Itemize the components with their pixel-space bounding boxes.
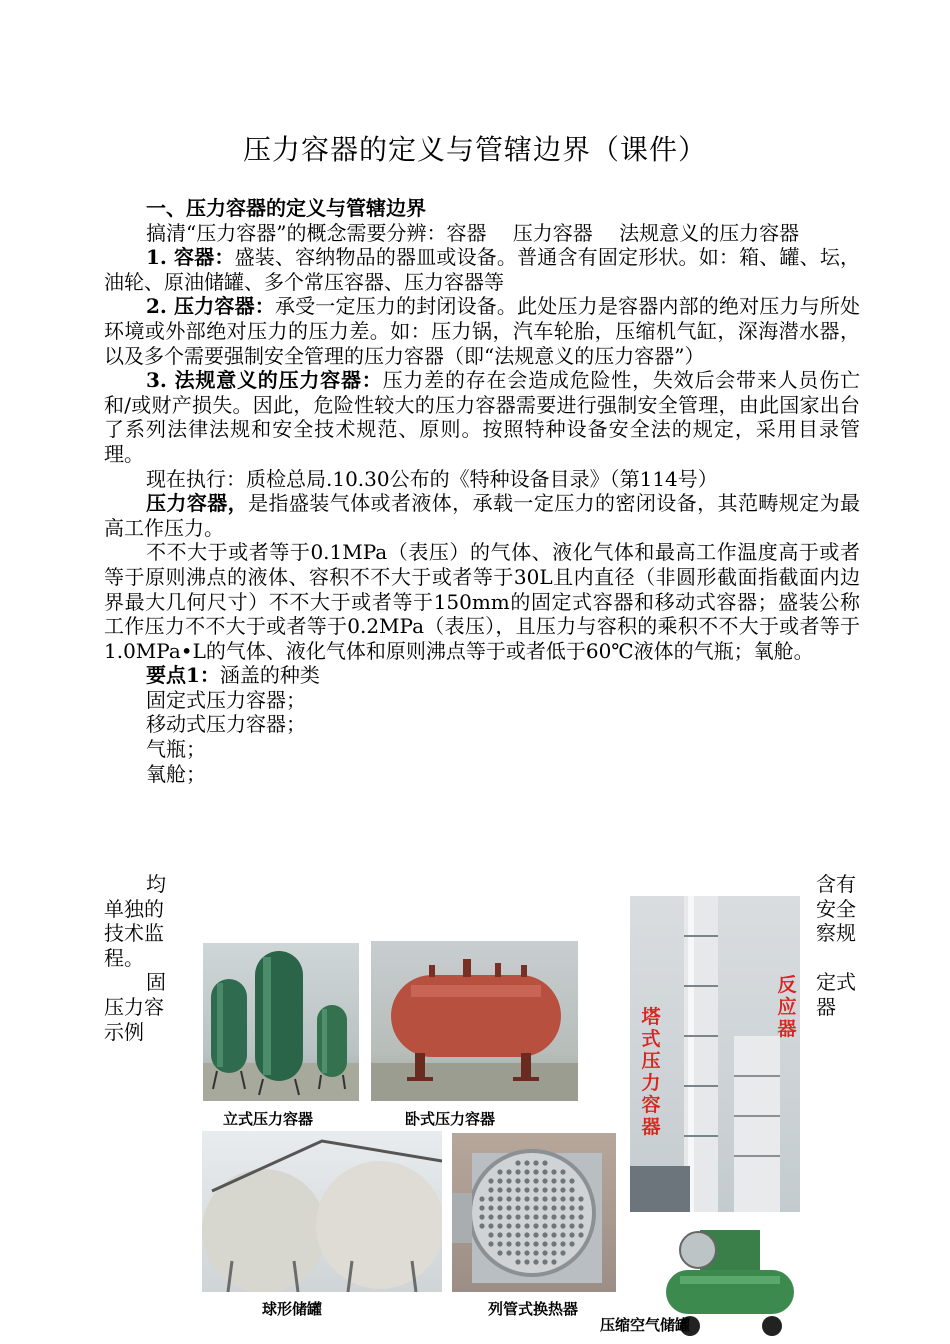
key-point-label: 要点1： <box>146 663 220 688</box>
tower-vessel-photo <box>630 896 800 1212</box>
caption-vertical: 立式压力容器 <box>223 1110 314 1128</box>
key-point <box>104 663 860 688</box>
caption-sphere: 球形储罐 <box>262 1300 323 1318</box>
fragment-line: 定式 <box>816 970 856 995</box>
fragment-line: 安全 <box>816 896 856 921</box>
legal-vessel-label: 3. 法规意义的压力容器： <box>146 368 383 393</box>
document-body <box>104 196 860 786</box>
current-regulation: 现在执行：质检总局.10.30公布的《特种设备目录》（第114号） <box>146 466 718 491</box>
intro-paragraph: 搞清“压力容器”的概念需要分辨：容器 压力容器 法规意义的压力容器 <box>146 220 800 245</box>
paragraph-legal-vessel <box>104 368 860 466</box>
fragment-line: 单独的 <box>104 896 164 921</box>
reactor-label: 反应器 <box>777 974 797 1040</box>
paragraph-container <box>104 245 860 294</box>
pressure-vessel-label: 2. 压力容器： <box>146 294 275 319</box>
list-item: 移动式压力容器； <box>146 712 306 737</box>
paragraph-scope: 不不大于或者等于0.1MPa（表压）的气体、液化气体和最高工作温度高于或者等于原则沸点的液体、容积不不大于或者等于30L且内直径（非圆形截面指截面内边界最大几何尺寸）不不大于或者等于150mm的固定式容器和移动式容器；盛装公称工作压力不不大于或者等于0.2MPa（表压），且压力与容积的乘积不不大于或者等于1.0MPa•L的气体、液化气体和原则沸点等于或者低于60℃液体的气瓶；氧舱。 <box>104 540 860 663</box>
fragment-line: 含有 <box>816 872 856 896</box>
legal-vessel-text: 压力差的存在会造成危险性，失效后会带来人员伤亡和/或财产损失。因此，危险性较大的压力容器需要进行强制安全管理，由此国家出台了系列法律法规和安全技术规范、原则。按照特种设备安全法的规定，采用目录管理。 <box>104 368 860 466</box>
caption-compressor: 压缩空气储罐 <box>600 1316 691 1334</box>
fragment-line: 技术监 <box>104 921 164 946</box>
caption-horizontal: 卧式压力容器 <box>405 1110 496 1128</box>
fragment-line: 均 <box>146 872 166 896</box>
caption-exchanger: 列管式换热器 <box>488 1300 579 1318</box>
fragment-line <box>816 946 856 971</box>
page-title: 压力容器的定义与管辖边界（课件） <box>242 133 707 166</box>
pressure-vessel-text: 承受一定压力的封闭设备。此处压力是容器内部的绝对压力与所处环境或外部绝对压力的压力差。如：压力锅，汽车轮胎，压缩机气缸，深海潜水器，以及多个需要强制安全管理的压力容器（即“法规意义的压力容器”） <box>104 294 861 368</box>
fragment-line: 器 <box>816 994 836 1019</box>
fragment-line: 示例 <box>104 1019 144 1044</box>
definition-text: 是指盛装气体或者液体，承载一定压力的密闭设备，其范畴规定为最高工作压力。 <box>104 491 861 540</box>
heat-exchanger-photo <box>452 1133 616 1292</box>
list-item: 气瓶； <box>146 737 206 762</box>
list-item: 固定式压力容器； <box>146 687 306 712</box>
fragment-line: 程。 <box>104 945 144 970</box>
list-item: 氧舱； <box>146 761 206 786</box>
container-label: 1. 容器： <box>146 245 235 270</box>
left-fragments <box>104 872 166 1044</box>
section-heading: 一、压力容器的定义与管辖边界 <box>146 196 426 220</box>
paragraph-pressure-vessel <box>104 294 860 368</box>
horizontal-vessel-photo <box>371 941 578 1101</box>
key-point-text: 涵盖的种类 <box>219 663 320 688</box>
tower-label: 塔式压力容器 <box>641 1006 661 1138</box>
definition-label: 压力容器， <box>146 491 249 516</box>
right-fragments <box>816 872 856 1020</box>
container-text: 盛装、容纳物品的器皿或设备。普通含有固定形状。如：箱、罐、坛，油轮、原油储罐、多个常压容器、压力容器等 <box>104 245 861 294</box>
sphere-tank-photo <box>202 1131 442 1292</box>
fragment-line: 压力容 <box>104 994 164 1019</box>
vertical-vessel-photo <box>203 943 359 1101</box>
fragment-line: 察规 <box>816 921 856 946</box>
fragment-line: 固 <box>146 970 166 995</box>
paragraph-definition <box>104 491 860 540</box>
